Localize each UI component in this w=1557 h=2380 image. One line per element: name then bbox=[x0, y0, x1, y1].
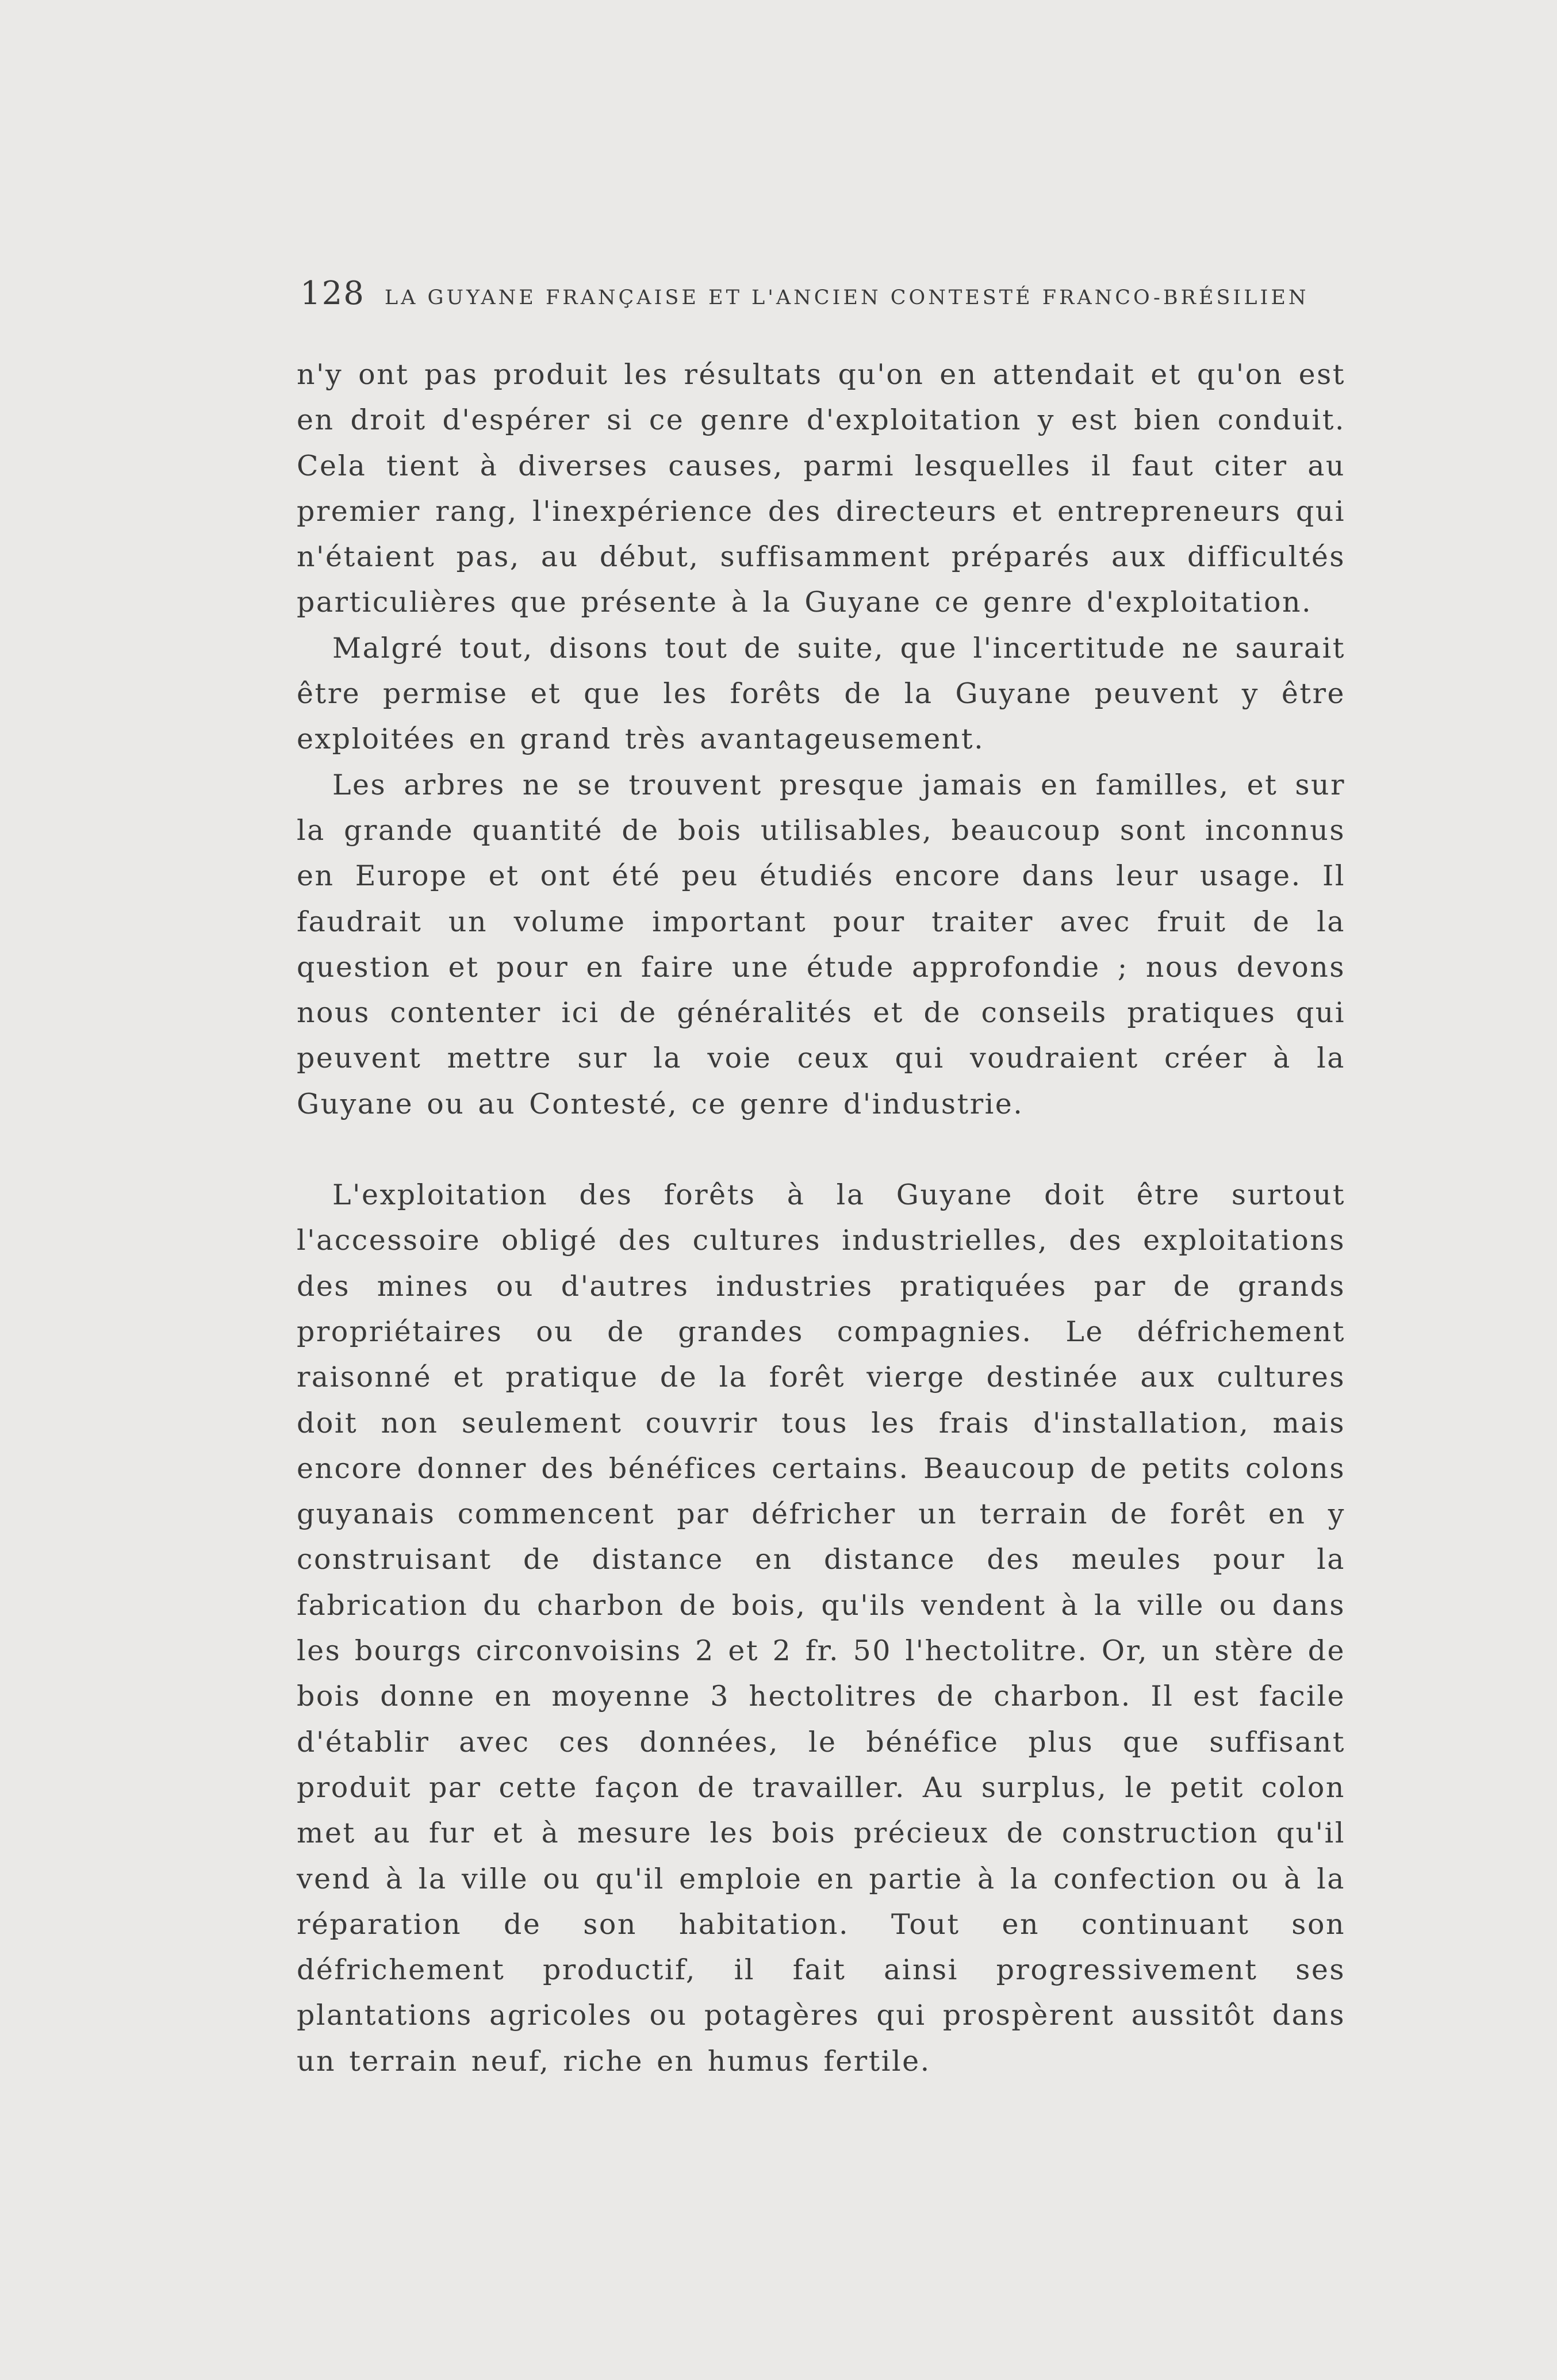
page-number: 128 bbox=[300, 275, 365, 312]
paragraph-les-arbres: Les arbres ne se trouvent presque jamais en familles, et sur la grande quantité de bois utilisables, beaucoup sont inconnus en Europe et ont été peu étudiés encore dans leur usage. Il faudrait un volume important pour traiter avec fruit de la question et pour en faire une étude approfondie ; nous devons nous contenter ici de généralités et de conseils pratiques qui peuvent mettre sur la voie ceux qui voudraient créer à la Guyane ou au Contesté, ce genre d'industrie. bbox=[297, 768, 1345, 1120]
paragraph-exploitation: L'exploitation des forêts à la Guyane doit être surtout l'accessoire obligé des cultures industrielles, des exploitations des mines ou d'autres industries pratiquées par de grands propriétaires ou de grandes compagnies. Le défrichement raisonné et pratique de la forêt vierge destinée aux cultures doit non seulement couvrir tous les frais d'installation, mais encore donner des bénéfices certains. Beaucoup de petits colons guyanais commencent par défricher un terrain de forêt en y construisant de distance en distance des meules pour la fabrication du charbon de bois, qu'ils vendent à la ville ou dans les bourgs circonvoisins 2 et 2 fr. 50 l'hectolitre. Or, un stère de bois donne en moyenne 3 hectolitres de charbon. Il est facile d'établir avec ces données, le bénéfice plus que suffisant produit par cette façon de travailler. Au surplus, le petit colon met au fur et à mesure les bois précieux de construction qu'il vend à la ville ou qu'il emploie en partie à la confection ou à la réparation de son habitation. Tout en continuant son défrichement productif, il fait ainsi progressivement ses plantations agricoles ou potagères qui prospèrent aussitôt dans un terrain neuf, riche en humus fertile. bbox=[297, 1179, 1345, 2078]
paragraph-continuation: n'y ont pas produit les résultats qu'on en attendait et qu'on est en droit d'espérer si ce genre d'exploitation y est bien conduit. Cela tient à diverses causes, parmi lesquelles il faut citer au premier rang, l'inexpérience des directeurs et entrepreneurs qui n'étaient pas, au début, suffisamment préparés aux difficultés particulières que présente à la Guyane ce genre d'exploitation. bbox=[297, 358, 1345, 619]
body-text bbox=[297, 352, 1345, 2084]
paragraph-malgre-tout: Malgré tout, disons tout de suite, que l'incertitude ne saurait être permise et que les forêts de la Guyane peuvent y être exploitées en grand très avantageusement. bbox=[297, 631, 1345, 756]
running-title: LA GUYANE FRANÇAISE ET L'ANCIEN CONTESTÉ FRANCO-BRÉSILIEN bbox=[384, 286, 1309, 309]
page-header bbox=[300, 275, 1309, 321]
